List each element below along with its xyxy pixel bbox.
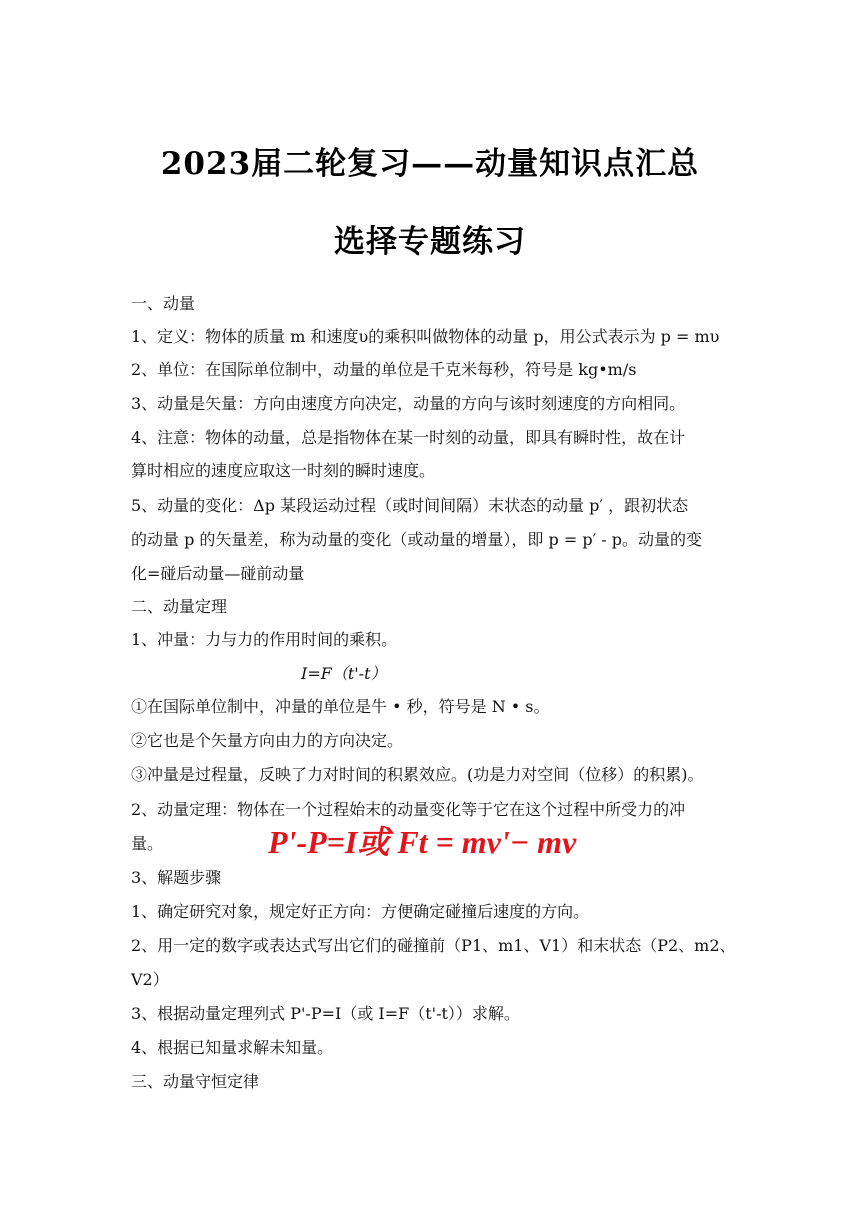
text-line: 的动量 p 的矢量差，称为动量的变化（或动量的增量），即 p = p′ - p。动量的变 — [131, 530, 703, 549]
page-title: 2023届二轮复习——动量知识点汇总 — [160, 146, 700, 182]
text-line: ②它也是个矢量方向由力的方向决定。 — [131, 731, 404, 750]
section-heading-conservation: 三、动量守恒定律 — [131, 1072, 260, 1091]
text-line: 3、动量是矢量：方向由速度方向决定，动量的方向与该时刻速度的方向相同。 — [131, 394, 686, 413]
text-line: 4、根据已知量求解未知量。 — [131, 1038, 334, 1057]
text-line: ①在国际单位制中，冲量的单位是牛 • 秒，符号是 N • s。 — [131, 697, 550, 716]
momentum-theorem-formula: P'-P=I或 Ft = mv'− mv — [268, 824, 577, 860]
text-line: ③冲量是过程量，反映了力对时间的积累效应。(功是力对空间（位移）的积累)。 — [131, 765, 704, 784]
text-line: 1、定义：物体的质量 m 和速度υ的乘积叫做物体的动量 p，用公式表示为 p = mυ — [131, 327, 720, 346]
text-line: 算时相应的速度应取这一时刻的瞬时速度。 — [131, 461, 436, 480]
page-subtitle: 选择专题练习 — [334, 224, 526, 260]
text-line: 5、动量的变化：Δp 某段运动过程（或时间间隔）末状态的动量 p′ ，跟初状态 — [131, 496, 689, 515]
text-line: 3、根据动量定理列式 P'-P=I（或 I=F（t'-t））求解。 — [131, 1004, 520, 1023]
text-line: 3、解题步骤 — [131, 868, 222, 887]
text-line: V2） — [131, 970, 169, 989]
text-line: 1、确定研究对象，规定好正方向：方便确定碰撞后速度的方向。 — [131, 902, 590, 921]
section-heading-momentum: 一、动量 — [131, 294, 196, 313]
section-heading-theorem: 二、动量定理 — [131, 597, 228, 616]
impulse-formula: I=F（t'-t） — [301, 664, 387, 683]
text-line: 1、冲量：力与力的作用时间的乘积。 — [131, 630, 398, 649]
text-line: 4、注意：物体的动量，总是指物体在某一时刻的动量，即具有瞬时性，故在计 — [131, 428, 686, 447]
text-line: 量。 — [131, 834, 164, 853]
text-line: 化=碰后动量—碰前动量 — [131, 564, 305, 583]
text-line: 2、用一定的数字或表达式写出它们的碰撞前（P1、m1、V1）和末状态（P2、m2、 — [131, 936, 736, 955]
text-line: 2、单位：在国际单位制中，动量的单位是千克米每秒，符号是 kg•m/s — [131, 360, 637, 379]
text-line: 2、动量定理：物体在一个过程始末的动量变化等于它在这个过程中所受力的冲 — [131, 800, 686, 819]
